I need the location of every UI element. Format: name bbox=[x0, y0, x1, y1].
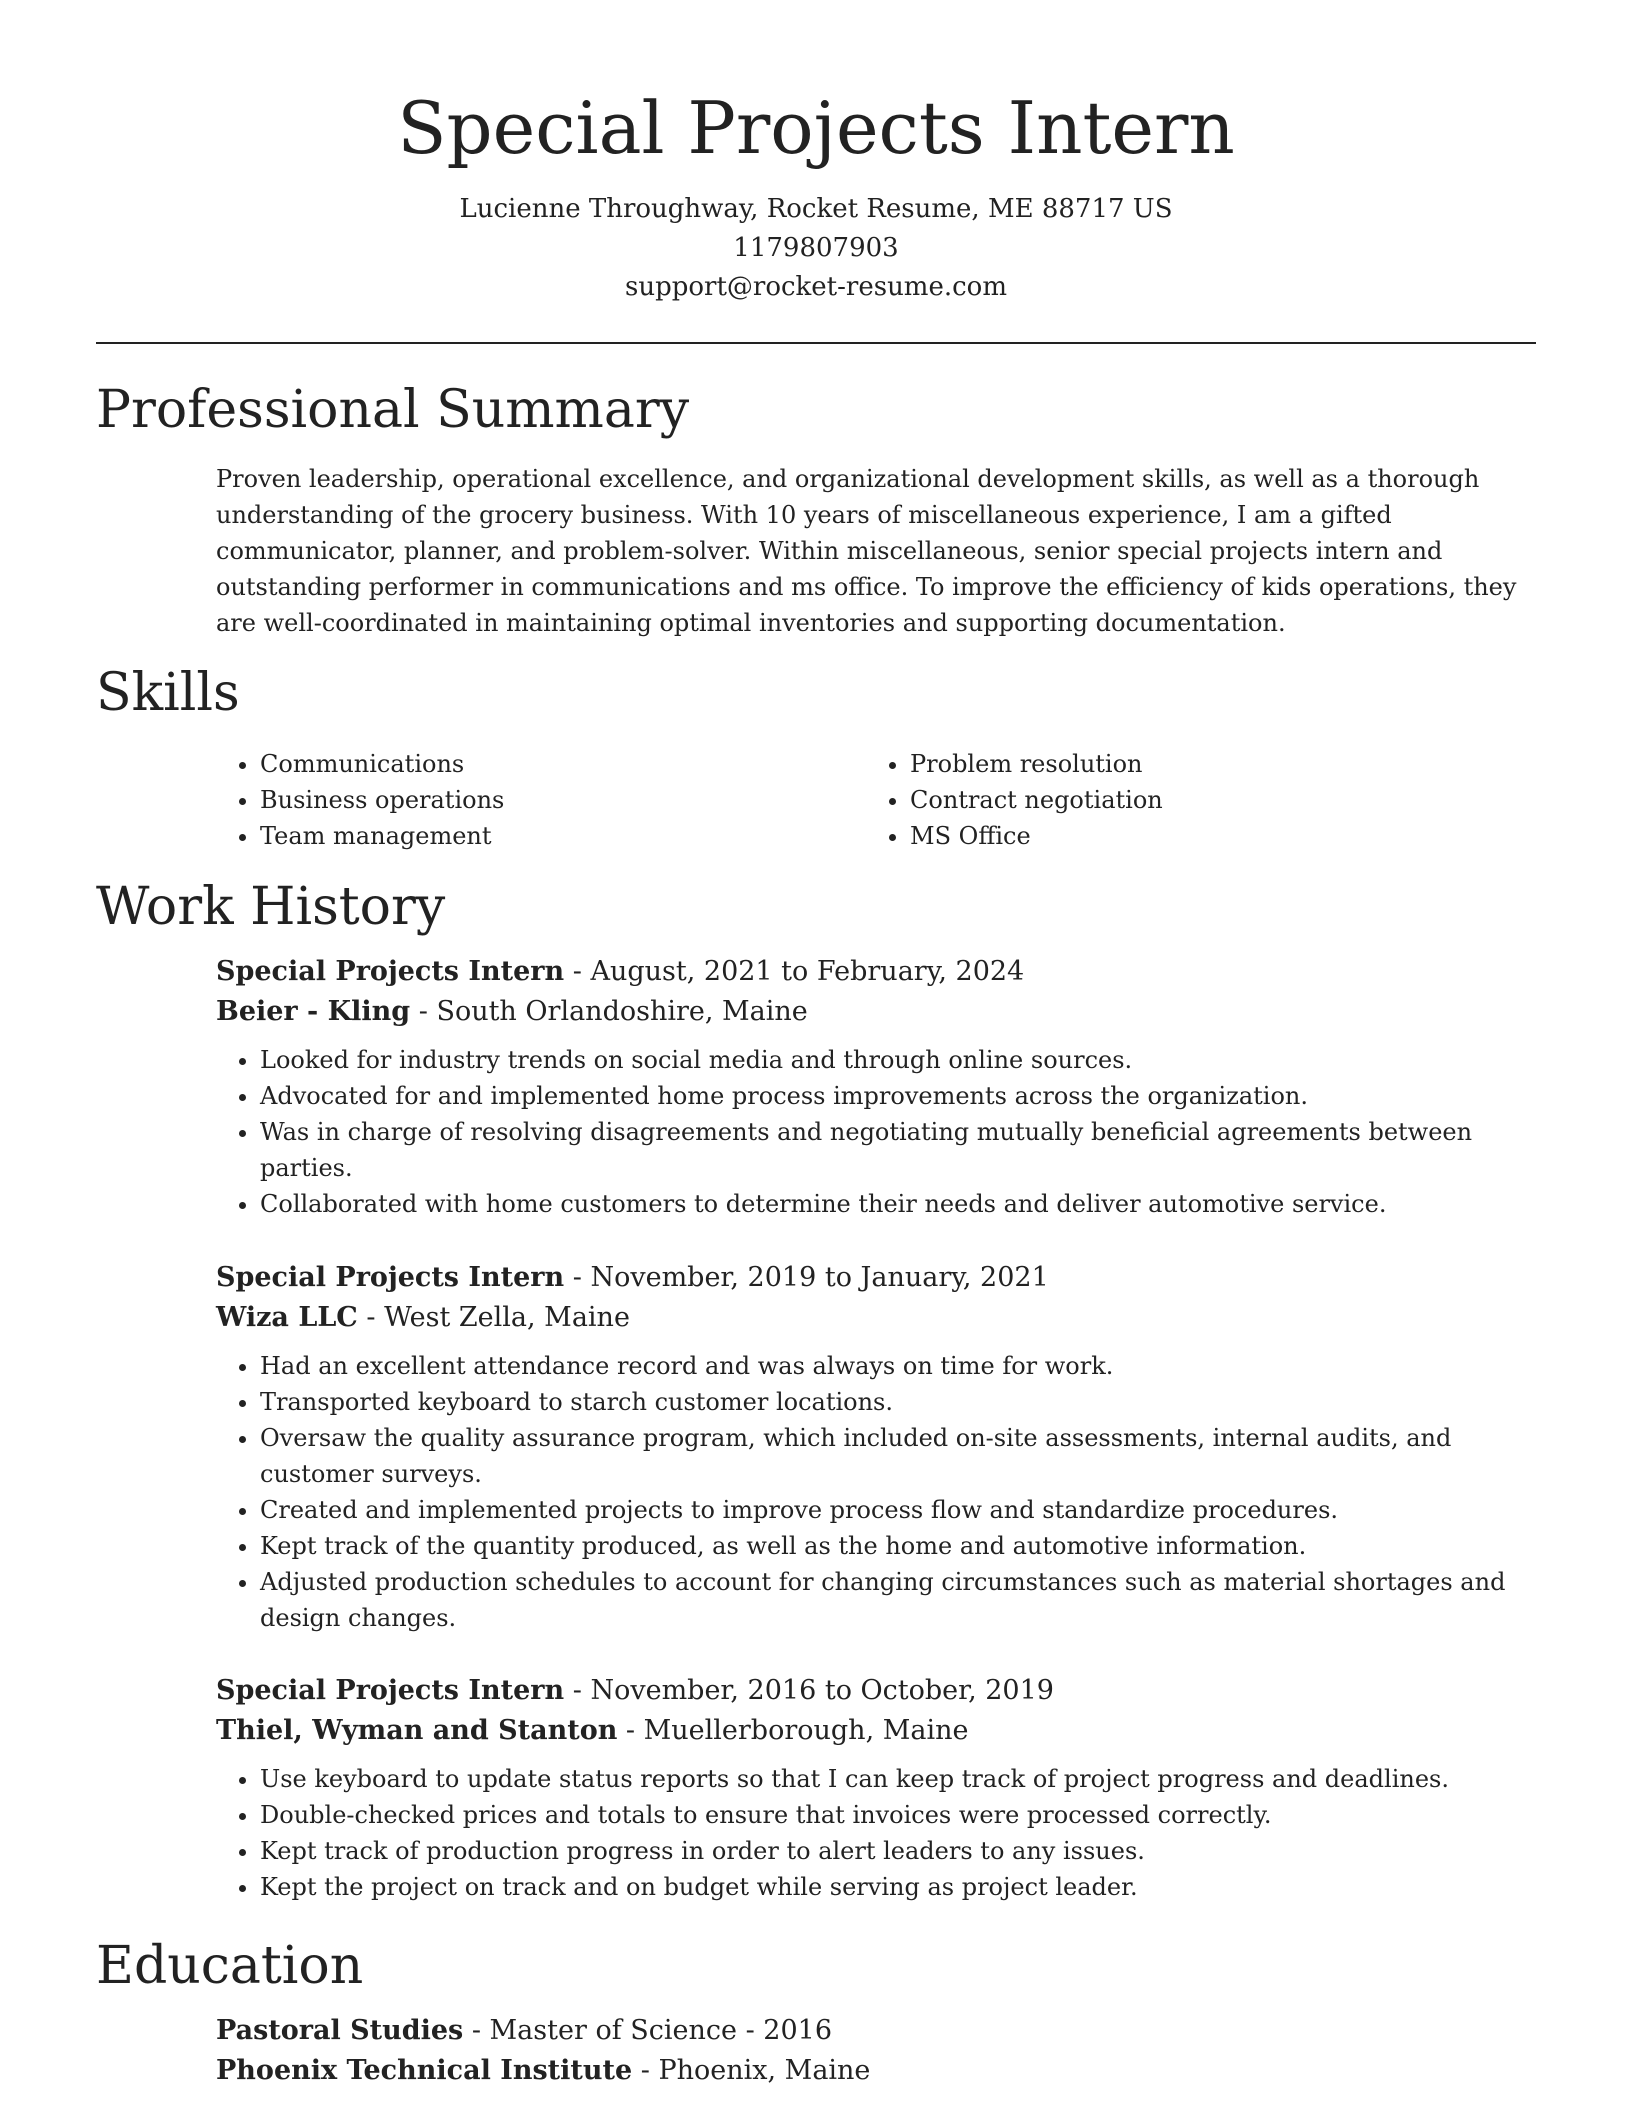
education-location: - Phoenix, Maine bbox=[632, 2055, 871, 2086]
job-bullets bbox=[216, 1761, 1536, 1905]
job-location: - Muellerborough, Maine bbox=[617, 1715, 969, 1746]
job-entry bbox=[216, 952, 1536, 1222]
contact-address: Lucienne Throughway, Rocket Resume, ME 88717 US bbox=[459, 194, 1173, 224]
education-degree: - Master of Science - 2016 bbox=[463, 2015, 833, 2046]
job-company-line bbox=[216, 1711, 1536, 1751]
skills-column-1 bbox=[216, 746, 850, 854]
contact-email: support@rocket-resume.com bbox=[624, 272, 1007, 302]
skill-item: • Communications bbox=[260, 746, 850, 782]
skills-list bbox=[216, 746, 1536, 854]
job-title-line bbox=[216, 1671, 1536, 1711]
job-dates: - November, 2019 to January, 2021 bbox=[564, 1262, 1049, 1293]
header-divider bbox=[96, 342, 1536, 344]
job-bullet: • Kept track of the quantity produced, as well as the home and automotive information. bbox=[260, 1528, 1536, 1564]
job-location: - West Zella, Maine bbox=[357, 1302, 630, 1333]
job-bullets bbox=[216, 1042, 1536, 1222]
skill-item: • MS Office bbox=[910, 818, 1500, 854]
job-entry bbox=[216, 1671, 1536, 1905]
skill-item: • Problem resolution bbox=[910, 746, 1500, 782]
job-bullet: • Transported keyboard to starch customer locations. bbox=[260, 1384, 1536, 1420]
job-bullet: • Collaborated with home customers to determine their needs and deliver automotive service. bbox=[260, 1186, 1536, 1222]
job-title: Special Projects Intern bbox=[216, 1262, 565, 1293]
job-bullet: • Oversaw the quality assurance program, which included on-site assessments, internal audits, and customer surveys. bbox=[260, 1420, 1536, 1492]
job-bullet: • Kept track of production progress in order to alert leaders to any issues. bbox=[260, 1833, 1536, 1869]
job-bullet: • Adjusted production schedules to account for changing circumstances such as material shortages and design changes. bbox=[260, 1564, 1536, 1636]
job-title-line bbox=[216, 952, 1536, 992]
skills-column-2 bbox=[866, 746, 1500, 854]
skill-item: • Contract negotiation bbox=[910, 782, 1500, 818]
resume-header bbox=[0, 0, 1632, 307]
education-field: Pastoral Studies bbox=[216, 2015, 464, 2046]
job-title: Special Projects Intern bbox=[216, 956, 565, 987]
job-bullet: • Had an excellent attendance record and was always on time for work. bbox=[260, 1348, 1536, 1384]
job-company: Wiza LLC bbox=[216, 1302, 358, 1333]
job-dates: - November, 2016 to October, 2019 bbox=[564, 1675, 1054, 1706]
job-company: Beier - Kling bbox=[216, 996, 411, 1027]
work-history-heading: Work History bbox=[96, 877, 446, 937]
contact-info bbox=[0, 190, 1632, 307]
education-school: Phoenix Technical Institute bbox=[216, 2055, 633, 2086]
job-bullet: • Created and implemented projects to improve process flow and standardize procedures. bbox=[260, 1492, 1536, 1528]
job-title-line bbox=[216, 1258, 1536, 1298]
skills-heading: Skills bbox=[96, 663, 240, 723]
job-bullet: • Use keyboard to update status reports so that I can keep track of project progress and deadlines. bbox=[260, 1761, 1536, 1797]
job-company-line bbox=[216, 992, 1536, 1032]
resume-name: Special Projects Intern bbox=[397, 86, 1235, 170]
contact-phone: 1179807903 bbox=[733, 233, 899, 263]
job-title: Special Projects Intern bbox=[216, 1675, 565, 1706]
skill-item: • Team management bbox=[260, 818, 850, 854]
skill-item: • Business operations bbox=[260, 782, 850, 818]
education-heading: Education bbox=[96, 1936, 364, 1996]
job-location: - South Orlandoshire, Maine bbox=[410, 996, 808, 1027]
summary-text: Proven leadership, operational excellence, and organizational development skills, as well as a thorough understanding of the grocery business. With 10 years of miscellaneous experience, I am a gifted communicator, planner, and problem-solver. Within miscellaneous, senior special projects intern and outstanding performer in communications and ms office. To improve the efficiency of kids operations, they are well-coordinated in maintaining optimal inventories and supporting documentation. bbox=[216, 465, 1517, 637]
job-bullet: • Was in charge of resolving disagreements and negotiating mutually beneficial agreements between parties. bbox=[260, 1114, 1536, 1186]
job-company: Thiel, Wyman and Stanton bbox=[216, 1715, 618, 1746]
job-entry bbox=[216, 1258, 1536, 1636]
job-company-line bbox=[216, 1298, 1536, 1338]
education-entry bbox=[216, 2011, 1536, 2091]
job-bullet: • Advocated for and implemented home process improvements across the organization. bbox=[260, 1078, 1536, 1114]
summary-heading: Professional Summary bbox=[96, 380, 690, 440]
education-degree-line bbox=[216, 2011, 1536, 2051]
job-bullet: • Kept the project on track and on budget while serving as project leader. bbox=[260, 1869, 1536, 1905]
job-bullet: • Looked for industry trends on social media and through online sources. bbox=[260, 1042, 1536, 1078]
job-bullets bbox=[216, 1348, 1536, 1636]
job-bullet: • Double-checked prices and totals to ensure that invoices were processed correctly. bbox=[260, 1797, 1536, 1833]
job-dates: - August, 2021 to February, 2024 bbox=[564, 956, 1025, 987]
education-school-line bbox=[216, 2051, 1536, 2091]
